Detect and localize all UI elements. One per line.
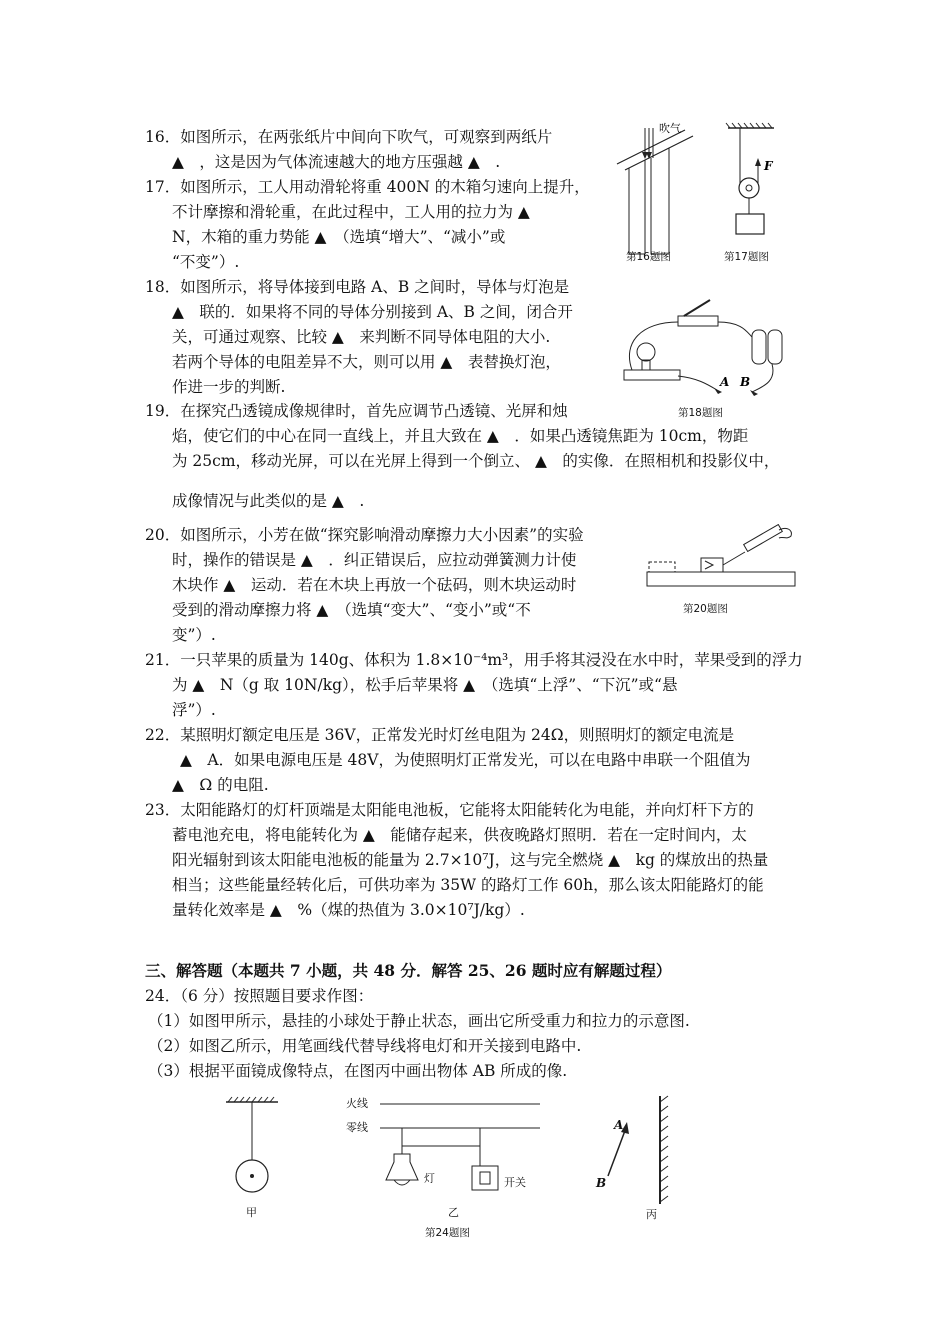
text-line-q20-5: 变”）. <box>172 626 216 644</box>
text-line-q21-3: 浮”）. <box>172 701 216 719</box>
text-line-q17-1: 17．如图所示，工人用动滑轮将重 400N 的木箱匀速向上提升， <box>145 178 590 196</box>
fig24-switch-label: 开关 <box>504 1176 526 1189</box>
text-line-q20-3: 木块作 ▲ 运动．若在木块上再放一个砝码，则木块运动时 <box>172 576 577 594</box>
fig24-live-label: 火线 <box>346 1097 368 1110</box>
text-line-q22-2: ▲ A．如果电源电压是 48V，为使照明灯正常发光，可以在电路中串联一个阻值为 <box>180 751 751 769</box>
fig16-blow-label: 吹气 <box>659 122 681 135</box>
text-line-q19-4: 成像情况与此类似的是 ▲ . <box>172 492 365 510</box>
fig24-lamp-label: 灯 <box>424 1172 435 1185</box>
text-line-q20-2: 时，操作的错误是 ▲ ．纠正错误后，应拉动弹簧测力计使 <box>172 551 577 569</box>
fig24-jia-diagram <box>222 1092 282 1202</box>
text-line-q18-3: 关，可通过观察、比较 ▲ 来判断不同导体电阻的大小. <box>172 328 551 346</box>
text-line-q21-2: 为 ▲ N（g 取 10N/kg），松手后苹果将 ▲ （选填“上浮”、“下沉”或“悬 <box>172 676 678 694</box>
text-line-q18-4: 若两个导体的电阻差异不大，则可以用 ▲ 表替换灯泡， <box>172 353 561 371</box>
text-line-q23-4: 相当；这些能量经转化后，可供功率为 35W 的路灯工作 60h，那么该太阳能路灯的能 <box>172 876 764 894</box>
fig24-caption: 第24题图 <box>425 1227 470 1239</box>
text-line-q24-1: 24．（6 分）按照题目要求作图： <box>145 987 374 1005</box>
fig20-friction-diagram <box>645 524 797 594</box>
fig24-a-label: A <box>614 1118 624 1132</box>
fig24-bing-label: 丙 <box>646 1208 657 1221</box>
text-line-q18-2: ▲ 联的．如果将不同的导体分别接到 A、B 之间，闭合开 <box>172 303 573 321</box>
fig18-b-label: B <box>740 375 751 389</box>
text-line-q20-4: 受到的滑动摩擦力将 ▲ （选填“变大”、“变小”或“不 <box>172 601 531 619</box>
text-line-q22-1: 22．某照明灯额定电压是 36V，正常发光时灯丝电阻为 24Ω，则照明灯的额定电流是 <box>145 726 735 744</box>
text-line-q23-5: 量转化效率是 ▲ %（煤的热值为 3.0×10⁷J/kg）. <box>172 901 525 919</box>
fig24-b-label: B <box>596 1176 607 1190</box>
text-line-q19-2: 焰，使它们的中心在同一直线上，并且大致在 ▲ ．如果凸透镜焦距为 10cm，物距 <box>172 427 749 445</box>
text-line-q23-1: 23．太阳能路灯的灯杆顶端是太阳能电池板，它能将太阳能转化为电能，并向灯杆下方的 <box>145 801 754 819</box>
text-line-q24-3: （2）如图乙所示，用笔画线代替导线将电灯和开关接到电路中. <box>148 1037 582 1055</box>
text-line-q19-3: 为 25cm，移动光屏，可以在光屏上得到一个倒立、 ▲ 的实像．在照相机和投影仪中， <box>172 452 780 470</box>
fig16-caption: 第16题图 <box>626 251 671 263</box>
fig20-caption: 第20题图 <box>683 603 728 615</box>
text-line-q21-1: 21．一只苹果的质量为 140g、体积为 1.8×10⁻⁴m³，用手将其浸没在水中时，苹果受到的浮力 <box>145 651 803 669</box>
text-line-q19-1: 19．在探究凸透镜成像规律时，首先应调节凸透镜、光屏和烛 <box>145 402 568 420</box>
fig24-jia-label: 甲 <box>246 1206 257 1219</box>
text-line-sec3: 三、解答题（本题共 7 小题，共 48 分．解答 25、26 题时应有解题过程） <box>145 961 672 980</box>
text-line-q18-5: 作进一步的判断. <box>172 378 286 396</box>
fig18-a-label: A <box>720 375 730 389</box>
fig17-caption: 第17题图 <box>724 251 769 263</box>
text-line-q24-2: （1）如图甲所示，悬挂的小球处于静止状态，画出它所受重力和拉力的示意图. <box>148 1012 690 1030</box>
fig18-caption: 第18题图 <box>678 407 723 419</box>
fig24-yi-label: 乙 <box>448 1206 459 1219</box>
text-line-q20-1: 20．如图所示，小芳在做“探究影响滑动摩擦力大小因素”的实验 <box>145 526 584 544</box>
text-line-q17-3: N，木箱的重力势能 ▲ （选填“增大”、“减小”或 <box>172 228 506 246</box>
fig17-force-label: F <box>764 159 773 173</box>
fig18-circuit-diagram <box>612 292 797 402</box>
fig17-pulley-diagram <box>718 122 788 247</box>
text-line-q22-3: ▲ Ω 的电阻. <box>172 776 269 794</box>
text-line-q24-4: （3）根据平面镜成像特点，在图丙中画出物体 AB 所成的像. <box>148 1062 568 1080</box>
text-line-q16-1: 16．如图所示，在两张纸片中间向下吹气，可观察到两纸片 <box>145 128 553 146</box>
text-line-q17-4: “不变”）. <box>172 253 240 271</box>
text-line-q23-2: 蓄电池充电，将电能转化为 ▲ 能储存起来，供夜晚路灯照明．若在一定时间内，太 <box>172 826 747 844</box>
text-line-q17-2: 不计摩擦和滑轮重，在此过程中，工人用的拉力为 ▲ <box>172 203 530 221</box>
text-line-q23-3: 阳光辐射到该太阳能电池板的能量为 2.7×10⁷J，这与完全燃烧 ▲ kg 的煤放出的热量 <box>172 851 769 869</box>
fig24-neutral-label: 零线 <box>346 1121 368 1134</box>
text-line-q18-1: 18．如图所示，将导体接到电路 A、B 之间时，导体与灯泡是 <box>145 278 570 296</box>
text-line-q16-2: ▲ ，这是因为气体流速越大的地方压强越 ▲ . <box>172 153 501 171</box>
